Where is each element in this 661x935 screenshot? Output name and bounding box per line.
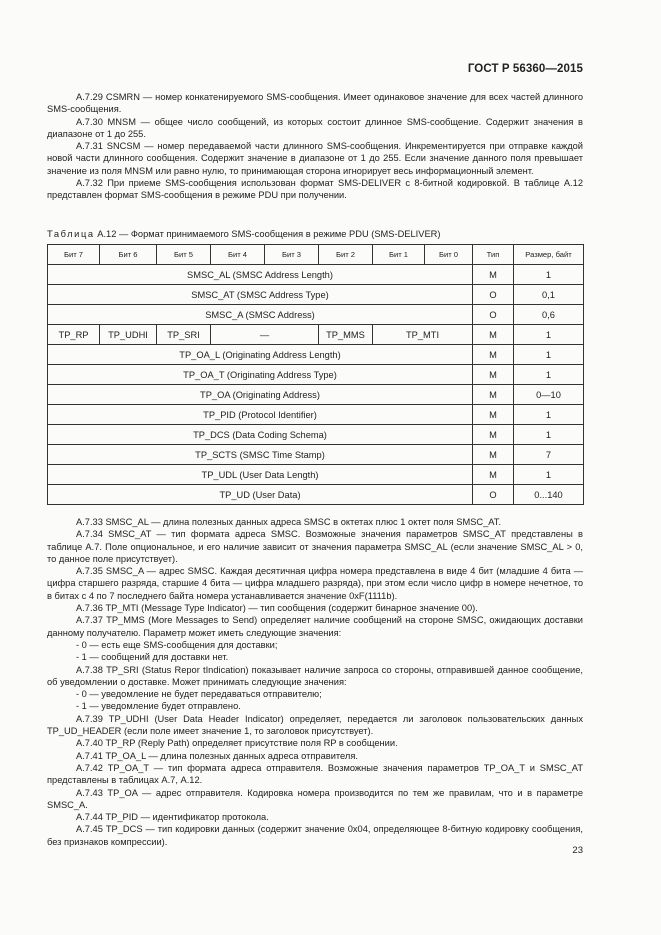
type-cell: M	[473, 385, 514, 405]
size-cell: 0,1	[514, 285, 584, 305]
definitions-section	[47, 516, 583, 848]
list-item: - 0 — уведомление не будет передаваться отправителю;	[76, 689, 322, 700]
list-item: - 1 — сообщений для доставки нет.	[76, 652, 229, 663]
paragraph: А.7.37 TP_MMS (More Messages to Send) определяет наличие сообщений на стороне SMSC, ожидающих доставки данному получателю. Параметр может иметь следующие значения:	[47, 615, 583, 638]
bit-cell: TP_SRI	[157, 325, 211, 345]
page-number: 23	[572, 845, 583, 856]
header-cell: Бит 7	[48, 245, 100, 265]
bit-cell: TP_RP	[48, 325, 100, 345]
type-cell: M	[473, 425, 514, 445]
list-item: - 0 — есть еще SMS-сообщения для доставки;	[76, 639, 278, 650]
bit-cell: TP_MMS	[319, 325, 373, 345]
table-row	[48, 265, 584, 285]
size-cell: 1	[514, 265, 584, 285]
header-cell: Бит 2	[319, 245, 373, 265]
table-row	[48, 445, 584, 465]
type-cell: O	[473, 285, 514, 305]
table-row	[48, 285, 584, 305]
header-cell: Размер, байт	[514, 245, 584, 265]
header-cell: Бит 3	[265, 245, 319, 265]
size-cell: 1	[514, 325, 584, 345]
table-row	[48, 305, 584, 325]
table-row	[48, 365, 584, 385]
paragraph: А.7.36 TP_MTI (Message Type Indicator) — тип сообщения (содержит бинарное значение 00).	[76, 603, 478, 614]
bit-cell: TP_UDHI	[100, 325, 157, 345]
table-row-bits	[48, 325, 584, 345]
header-cell: Бит 1	[373, 245, 425, 265]
paragraph: А.7.40 TP_RP (Reply Path) определяет присутствие поля RP в сообщении.	[76, 738, 398, 749]
size-cell: 1	[514, 425, 584, 445]
size-cell: 7	[514, 445, 584, 465]
paragraph: А.7.42 TP_OA_T — тип формата адреса отправителя. Возможные значения параметров TP_OA_T и SMSC_AT представлены в таблицах А.7, А.12.	[47, 762, 583, 786]
standard-header: ГОСТ Р 56360—2015	[467, 63, 583, 75]
header-cell: Бит 4	[211, 245, 265, 265]
caption-text: А.12 — Формат принимаемого SMS-сообщения в режиме PDU (SMS-DELIVER)	[97, 229, 441, 239]
field-cell: TP_PID (Protocol Identifier)	[48, 405, 473, 425]
field-cell: SMSC_AL (SMSC Address Length)	[48, 265, 473, 285]
header-cell: Бит 5	[157, 245, 211, 265]
paragraph: А.7.31 SNCSM — номер передаваемой части длинного SMS-сообщения. Инкрементируется при отправке каждой новой части длинного сообщения. Содержит значение в диапазоне от 1 до 255. Если значение данного поля превышает значение из поля MNSM или равно нулю, то принимающая сторона игнорирует весь информационный элемент.	[47, 141, 583, 176]
table-row	[48, 485, 584, 505]
paragraph: А.7.38 TP_SRI (Status Repor tIndication) показывает наличие запроса со стороны, отправившей данное сообщение, об уведомлении о доставке. Может принимать следующие значения:	[47, 664, 583, 687]
bit-cell: TP_MTI	[373, 325, 473, 345]
size-cell: 1	[514, 405, 584, 425]
table-row	[48, 345, 584, 365]
type-cell: O	[473, 305, 514, 325]
paragraph: А.7.34 SMSC_AT — тип формата адреса SMSC. Возможные значения параметров SMSC_AT представлены в таблице А.7. Поле опциональное, и его наличие зависит от значения параметра SMSC_AL (если значение SMSC_AL > 0, то данное поле присутствует).	[47, 529, 583, 564]
bit-cell: —	[211, 325, 319, 345]
type-cell: M	[473, 405, 514, 425]
size-cell: 0—10	[514, 385, 584, 405]
type-cell: M	[473, 465, 514, 485]
field-cell: TP_OA_L (Originating Address Length)	[48, 345, 473, 365]
paragraph: А.7.39 TP_UDHI (User Data Header Indicator) определяет, передается ли заголовок пользовательских данных TP_UD_HEADER (если поле имеет значение 1, то заголовок присутствует).	[47, 713, 583, 737]
list-item: - 1 — уведомление будет отправлено.	[76, 701, 241, 712]
table-row	[48, 405, 584, 425]
table-row	[48, 465, 584, 485]
paragraph: А.7.29 CSMRN — номер конкатенируемого SMS-сообщения. Имеет одинаковое значение для всех частей длинного SMS-сообщения.	[47, 92, 583, 115]
table-row	[48, 425, 584, 445]
field-cell: TP_DCS (Data Coding Schema)	[48, 425, 473, 445]
paragraph: А.7.30 MNSM — общее число сообщений, из которых состоит длинное SMS-сообщение. Содержит значения в диапазоне от 1 до 255.	[47, 116, 583, 139]
field-cell: TP_UDL (User Data Length)	[48, 465, 473, 485]
size-cell: 0...140	[514, 485, 584, 505]
field-cell: TP_OA_T (Originating Address Type)	[48, 365, 473, 385]
size-cell: 0,6	[514, 305, 584, 325]
paragraph: А.7.33 SMSC_AL — длина полезных данных адреса SMSC в октетах плюс 1 октет поля SMSC_AT.	[76, 517, 502, 527]
header-cell: Бит 6	[100, 245, 157, 265]
caption-word: Таблица	[47, 229, 95, 239]
field-cell: TP_UD (User Data)	[48, 485, 473, 505]
field-cell: SMSC_A (SMSC Address)	[48, 305, 473, 325]
field-cell: SMSC_AT (SMSC Address Type)	[48, 285, 473, 305]
paragraph: А.7.45 TP_DCS — тип кодировки данных (содержит значение 0x04, определяющее 8-битную кодировку сообщения, без признаков компрессии).	[47, 824, 583, 847]
type-cell: M	[473, 345, 514, 365]
field-cell: TP_OA (Originating Address)	[48, 385, 473, 405]
type-cell: O	[473, 485, 514, 505]
intro-section	[47, 91, 583, 202]
size-cell: 1	[514, 365, 584, 385]
size-cell: 1	[514, 345, 584, 365]
pdu-format-table	[47, 244, 584, 505]
paragraph: А.7.41 TP_OA_L — длина полезных данных адреса отправителя.	[76, 750, 358, 761]
paragraph: А.7.43 TP_OA — адрес отправителя. Кодировка номера производится по тем же правилам, что и в параметре SMSC_A.	[47, 787, 583, 810]
field-cell: TP_SCTS (SMSC Time Stamp)	[48, 445, 473, 465]
table-row	[48, 385, 584, 405]
table-caption	[47, 228, 583, 240]
table-header-row	[48, 245, 584, 265]
header-cell: Бит 0	[425, 245, 473, 265]
paragraph: А.7.35 SMSC_A — адрес SMSC. Каждая десятичная цифра номера представлена в виде 4 бит (младшие 4 бита — цифра старшего разряда, старшие 4 бита — цифра младшего разряда), при этом если число цифр в номере нечетное, то в битах с 4 по 7 последнего байта номера устанавливается значение 0xF(1111b).	[47, 566, 583, 601]
size-cell: 1	[514, 465, 584, 485]
header-cell: Тип	[473, 245, 514, 265]
type-cell: M	[473, 365, 514, 385]
paragraph: А.7.32 При приеме SMS-сообщения использован формат SMS-DELIVER с 8-битной кодировкой. В таблице А.12 представлен формат SMS-сообщения в режиме PDU при получении.	[47, 178, 583, 201]
type-cell: M	[473, 445, 514, 465]
type-cell: M	[473, 325, 514, 345]
type-cell: M	[473, 265, 514, 285]
paragraph: А.7.44 TP_PID — идентификатор протокола.	[76, 812, 269, 823]
